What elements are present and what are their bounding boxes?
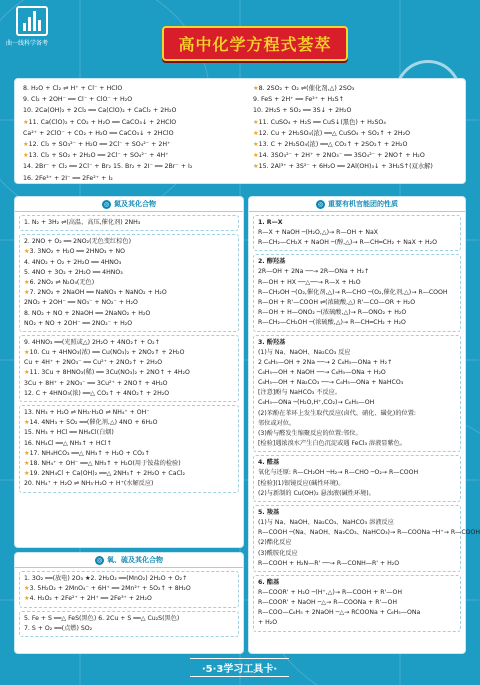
equation-line bbox=[24, 624, 234, 634]
equation-text: 12. Cu + 2H₂SO₄(浓) ══△ CuSO₄ + SO₂↑ + 2H₂O bbox=[258, 129, 411, 137]
section-marker-icon: ◎ bbox=[103, 200, 110, 208]
equation-text: [注意]酚与 NaHCO₃ 不反应。 bbox=[258, 389, 342, 397]
equation-line bbox=[258, 549, 456, 559]
equation-line bbox=[258, 409, 456, 419]
functional-group-section bbox=[253, 455, 461, 502]
section-marker-icon: ◎ bbox=[96, 556, 103, 564]
equation-line bbox=[24, 278, 234, 288]
star-icon: ★ bbox=[24, 470, 30, 478]
top-right-column bbox=[253, 83, 463, 173]
star-icon: ★ bbox=[24, 289, 30, 297]
equation-line bbox=[24, 479, 234, 489]
equation-text: Ca²⁺ + 2ClO⁻ + CO₂ + H₂O ══ CaCO₃↓ + 2HClO bbox=[23, 129, 174, 137]
equation-line bbox=[258, 278, 456, 288]
equation-group bbox=[19, 571, 239, 608]
equation-text: 3Cu + 8H⁺ + 2NO₃⁻ ══ 3Cu²⁺ + 2NO↑ + 4H₂O bbox=[24, 379, 168, 387]
equation-text: 9. 4HNO₃ ══(光照或△) 2H₂O + 4NO₂↑ + O₂↑ bbox=[24, 338, 160, 346]
equation-line bbox=[24, 594, 234, 604]
equation-line bbox=[258, 358, 456, 368]
equation-line bbox=[23, 139, 248, 150]
panel-header bbox=[249, 197, 465, 212]
section-marker-icon: ◎ bbox=[317, 200, 324, 208]
functional-group-section bbox=[253, 505, 480, 572]
equation-line bbox=[258, 267, 456, 277]
equation-line bbox=[24, 268, 234, 278]
equation-text: 19. 2NH₄Cl + Ca(OH)₂ ══△ 2NH₃↑ + 2H₂O + CaCl₂ bbox=[29, 470, 186, 478]
functional-group-section bbox=[253, 335, 461, 453]
equation-text: R—CH₂—CH₂OH ─(浓硫酸,△)→ R—CH═CH₂ + H₂O bbox=[258, 319, 406, 327]
equation-line bbox=[258, 419, 456, 429]
equation-text: (1)与 Na、NaOH、Na₂CO₃ 反应 bbox=[258, 348, 351, 356]
section-title: 4. 醛基 bbox=[258, 459, 280, 467]
panel-title: 氧、硫及其化合物 bbox=[107, 556, 163, 564]
star-icon: ★ bbox=[24, 595, 30, 603]
equation-text: 2. 2NO + O₂ ══ 2NO₂(无色变红棕色) bbox=[24, 238, 132, 246]
equation-line bbox=[258, 348, 456, 358]
panel-title: 重要有机官能团的性质 bbox=[328, 200, 398, 208]
equation-line bbox=[258, 378, 456, 388]
oxygen-body bbox=[15, 571, 243, 637]
equation-line bbox=[253, 117, 463, 128]
equation-line bbox=[24, 428, 234, 438]
equation-line bbox=[258, 308, 456, 318]
equation-text: 16. NH₄Cl ══△ NH₃↑ + HCl↑ bbox=[24, 439, 112, 447]
equation-text: 13. C + 2H₂SO₄(浓) ══△ CO₂↑ + 2SO₂↑ + 2H₂O bbox=[258, 140, 408, 148]
equation-line bbox=[258, 228, 456, 238]
equation-group bbox=[19, 215, 239, 231]
star-icon: ★ bbox=[24, 248, 30, 256]
star-icon: ★ bbox=[24, 278, 30, 286]
equation-line bbox=[23, 128, 248, 139]
equation-text: (2)与新制的 Cu(OH)₂ 悬浊液(碱性环境)。 bbox=[258, 489, 375, 497]
equation-line bbox=[253, 105, 463, 116]
equation-text: 14. 3SO₃²⁻ + 2H⁺ + 2NO₃⁻ ══ 3SO₄²⁻ + 2NO↑ + H₂O bbox=[258, 152, 425, 160]
equation-line bbox=[253, 94, 463, 105]
equation-text: R—COO—C₆H₅ + 2NaOH ─△→ RCOONa + C₆H₅—ONa bbox=[258, 609, 421, 617]
equation-text: R—X + NaOH ─(H₂O,△)→ R—OH + NaX bbox=[258, 229, 378, 236]
equation-text: 8. NO₂ + NO + 2NaOH ══ 2NaNO₂ + H₂O bbox=[24, 309, 151, 317]
equation-line bbox=[24, 408, 234, 418]
equation-text: R—OH + H—ONO₂ ─(浓硫酸,△)→ R—ONO₂ + H₂O bbox=[258, 309, 407, 317]
brand-logo bbox=[6, 6, 52, 47]
section-title: 3. 酚羟基 bbox=[258, 338, 286, 346]
star-icon: ★ bbox=[24, 349, 30, 357]
equation-line bbox=[24, 469, 234, 479]
equation-line bbox=[24, 574, 234, 584]
equation-line bbox=[23, 117, 248, 128]
star-icon: ★ bbox=[24, 449, 30, 457]
nitrogen-panel bbox=[14, 196, 244, 548]
equation-text: (2)苯酚在苯环上发生取代反应(卤代、硝化、磺化)的位置: bbox=[258, 409, 416, 417]
functional-group-section bbox=[253, 575, 461, 632]
equation-line bbox=[24, 368, 234, 378]
equation-text: 邻位或对位。 bbox=[258, 419, 296, 427]
functional-group-section bbox=[253, 215, 461, 251]
equation-line bbox=[24, 319, 234, 329]
star-icon: ★ bbox=[253, 152, 259, 160]
equation-text: 8. 2SO₂ + O₂ ⇌(催化剂,△) 2SO₃ bbox=[258, 85, 355, 92]
equation-text: 17. NH₄HCO₃ ══△ NH₃↑ + H₂O + CO₂↑ bbox=[29, 449, 150, 457]
equation-group bbox=[19, 335, 239, 402]
equation-text: 2 C₆H₅—OH + 2Na ──→ 2 C₆H₅—ONa + H₂↑ bbox=[258, 358, 393, 366]
top-left-column bbox=[23, 83, 248, 184]
equation-line bbox=[258, 489, 456, 499]
equation-text: 16. 2Fe³⁺ + 2I⁻ ══ 2Fe²⁺ + I₂ bbox=[23, 174, 113, 182]
equation-text: R—OH + R'—COOH ⇌(浓硫酸,△) R'—CO—OR + H₂O bbox=[258, 298, 416, 306]
equation-text: 2R—OH + 2Na ──→ 2R—ONa + H₂↑ bbox=[258, 268, 370, 276]
equation-line bbox=[23, 161, 248, 172]
equation-line bbox=[24, 379, 234, 389]
equation-line bbox=[24, 258, 234, 268]
equation-text: NO₂ + NO + 2OH⁻ ══ 2NO₂⁻ + H₂O bbox=[24, 319, 133, 327]
equation-line bbox=[253, 83, 463, 94]
panel-title: 氮及其化合物 bbox=[114, 200, 156, 208]
equation-text: 14. 4NH₃ + 5O₂ ══(催化剂,△) 4NO + 6H₂O bbox=[29, 419, 158, 427]
equation-line bbox=[258, 588, 456, 598]
equation-line bbox=[24, 348, 234, 358]
equation-text: 10. 2H₂S + SO₂ ══ 3S↓ + 2H₂O bbox=[253, 107, 352, 115]
equation-text: C₆H₅—OH + Na₂CO₃ ──→ C₆H₅—ONa + NaHCO₃ bbox=[258, 379, 404, 387]
equation-text: + H₂O bbox=[258, 619, 278, 627]
equation-text: (3)酚与醛发生缩聚反应的位置:邻位。 bbox=[258, 430, 362, 437]
organic-body bbox=[249, 215, 480, 632]
logo-bars-icon bbox=[16, 6, 48, 36]
equation-text: 15. 2Al³⁺ + 3S²⁻ + 6H₂O ══ 2Al(OH)₃↓ + 3H₂S↑(双水解) bbox=[258, 163, 433, 171]
equation-text: 1. N₂ + 3H₂ ⇌(高温、高压,催化剂) 2NH₃ bbox=[24, 219, 141, 226]
equation-line bbox=[253, 128, 463, 139]
equation-line bbox=[24, 459, 234, 469]
functional-group-section bbox=[253, 254, 461, 331]
footer-label: ·5·3学习工具卡· bbox=[190, 658, 289, 677]
section-title: 2. 醇羟基 bbox=[258, 258, 286, 266]
equation-text: 4. H₂O₂ + 2Fe²⁺ + 2H⁺ ══ 2Fe³⁺ + 2H₂O bbox=[29, 595, 152, 603]
equation-text: R—OH + HX ──△──→ R—X + H₂O bbox=[258, 278, 361, 286]
equation-line bbox=[24, 584, 234, 594]
equation-group bbox=[19, 611, 239, 637]
equation-text: 11. 3Cu + 8HNO₃(稀) ══ 3Cu(NO₃)₂ + 2NO↑ + 4H₂O bbox=[29, 369, 190, 377]
equation-line bbox=[258, 618, 456, 628]
equation-text: 10. 2Ca(OH)₂ + 2Cl₂ ══ Ca(ClO)₂ + CaCl₂ + 2H₂O bbox=[23, 107, 177, 115]
equation-text: Cu + 4H⁺ + 2NO₃⁻ ══ Cu²⁺ + 2NO₂↑ + 2H₂O bbox=[24, 359, 163, 367]
star-icon: ★ bbox=[253, 85, 259, 92]
equation-text: 12. Cl₂ + SO₃²⁻ + H₂O ══ 2Cl⁻ + SO₄²⁻ + 2H⁺ bbox=[28, 140, 171, 148]
equation-text: R—COOH + H₂N—R' ──→ R—CONH—R' + H₂O bbox=[258, 559, 400, 567]
equation-text: 9. FeS + 2H⁺ ══ Fe²⁺ + H₂S↑ bbox=[253, 96, 344, 104]
equation-line bbox=[24, 358, 234, 368]
star-icon: ★ bbox=[24, 419, 30, 427]
equation-line bbox=[258, 398, 456, 408]
equation-line bbox=[24, 237, 234, 247]
equation-text: 7. 2NO₂ + 2NaOH ══ NaNO₃ + NaNO₂ + H₂O bbox=[29, 289, 167, 297]
equation-line bbox=[24, 418, 234, 428]
equation-line bbox=[253, 161, 463, 172]
section-title: 5. 羧基 bbox=[258, 508, 280, 516]
panel-header bbox=[15, 553, 243, 568]
star-icon: ★ bbox=[23, 118, 29, 126]
equation-text: 4. 4NO₂ + O₂ + 2H₂O ══ 4HNO₃ bbox=[24, 258, 122, 266]
equation-text: 20. NH₄⁺ + H₂O ⇌ NH₃·H₂O + H⁺(水解反应) bbox=[24, 480, 154, 488]
equation-text: R—CH₂OH ─(O₂,催化剂,△)→ R—CHO ─(O₂,催化剂,△)→ R—COOH bbox=[258, 288, 448, 296]
equation-line bbox=[24, 449, 234, 459]
equation-text: 12. C + 4HNO₃(浓) ══△ CO₂↑ + 4NO₂↑ + 2H₂O bbox=[24, 389, 170, 397]
star-icon: ★ bbox=[24, 459, 30, 467]
equation-line bbox=[258, 598, 456, 608]
page-title: 高中化学方程式荟萃 bbox=[162, 26, 347, 61]
equation-line bbox=[24, 389, 234, 399]
equation-text: 14. 2Br⁻ + Cl₂ ══ 2Cl⁻ + Br₂ 15. Br₂ + 2I⁻ ══ 2Br⁻ + I₂ bbox=[23, 163, 193, 171]
equation-text: 13. NH₃ + H₂O ⇌ NH₃·H₂O ⇌ NH₄⁺ + OH⁻ bbox=[24, 409, 150, 416]
equation-text: R—CH₂—CH₂X + NaOH ─(醇,△)→ R—CH═CH₂ + NaX + H₂O bbox=[258, 239, 438, 247]
equation-text: R—COOR' + NaOH ─△→ R—COONa + R'—OH bbox=[258, 599, 398, 607]
equation-line bbox=[258, 318, 456, 328]
equation-line bbox=[24, 218, 234, 228]
equation-text: [检验]遇浓溴水产生白色沉淀或遇 FeCl₃ 溶液显紫色。 bbox=[258, 440, 407, 448]
equation-line bbox=[258, 439, 456, 449]
star-icon: ★ bbox=[253, 163, 259, 171]
equation-line bbox=[24, 614, 234, 624]
equation-line bbox=[258, 518, 456, 528]
nitrogen-body bbox=[15, 215, 243, 493]
equation-line bbox=[258, 429, 456, 439]
star-icon: ★ bbox=[23, 152, 29, 160]
equation-line bbox=[258, 559, 456, 569]
equation-text: [检验](1)银镜反应(碱性环境)。 bbox=[258, 479, 345, 487]
equation-text: C₆H₅—ONa ─(H₂O,H⁺,CO₂)→ C₆H₅—OH bbox=[258, 399, 375, 407]
equation-text: R—COOR' + H₂O ─(H⁺,△)→ R—COOH + R'—OH bbox=[258, 588, 403, 596]
logo-text: 曲一线科学备考 bbox=[6, 40, 49, 47]
equation-text: 15. NH₃ + HCl ══ NH₄Cl(白烟) bbox=[24, 429, 114, 437]
equation-line bbox=[23, 94, 248, 105]
equation-text: (3)酰胺化反应 bbox=[258, 549, 298, 557]
equation-text: 2NO₂ + 2OH⁻ ══ NO₃⁻ + NO₂⁻ + H₂O bbox=[24, 299, 138, 307]
equation-line bbox=[258, 468, 456, 478]
equation-text: 7. S + O₂ ══(点燃) SO₂ bbox=[24, 624, 93, 632]
equation-text: (1)与 Na、NaOH、Na₂CO₃、NaHCO₃ 溶液反应 bbox=[258, 518, 394, 526]
equation-text: 3. 5H₂O₂ + 2MnO₄⁻ + 6H⁺ ══ 2Mn²⁺ + 5O₂↑ + 8H₂O bbox=[29, 585, 191, 593]
equation-text: 11. Ca(ClO)₂ + CO₂ + H₂O ══ CaCO₃↓ + 2HClO bbox=[28, 118, 177, 126]
equation-line bbox=[258, 388, 456, 398]
equation-text: 8. H₂O + Cl₂ ⇌ H⁺ + Cl⁻ + HClO bbox=[23, 85, 123, 92]
oxygen-sulfur-panel bbox=[14, 552, 244, 654]
equation-line bbox=[258, 368, 456, 378]
equation-text: 9. Cl₂ + 2OH⁻ ══ Cl⁻ + ClO⁻ + H₂O bbox=[23, 96, 133, 104]
equation-line bbox=[24, 439, 234, 449]
equation-line bbox=[253, 150, 463, 161]
equation-line bbox=[258, 298, 456, 308]
equation-text: 18. NH₄⁺ + OH⁻ ══△ NH₃↑ + H₂O(用于铵盐的检验) bbox=[29, 459, 181, 467]
equation-group bbox=[19, 234, 239, 332]
equation-line bbox=[24, 298, 234, 308]
halogen-sulfur-panel bbox=[14, 78, 466, 184]
equation-text: 6. 2NO₂ ⇌ N₂O₄(无色) bbox=[29, 278, 95, 286]
equation-text: 13. Cl₂ + SO₂ + 2H₂O ══ 2Cl⁻ + SO₄²⁻ + 4H⁺ bbox=[28, 152, 169, 160]
star-icon: ★ bbox=[253, 129, 259, 137]
section-title: 6. 酯基 bbox=[258, 578, 280, 586]
equation-text: C₆H₅—OH + NaOH ──→ C₆H₅—ONa + H₂O bbox=[258, 368, 386, 376]
equation-text: (2)酯化反应 bbox=[258, 539, 292, 547]
equation-line bbox=[24, 338, 234, 348]
star-icon: ★ bbox=[24, 585, 30, 593]
equation-group bbox=[19, 405, 239, 493]
panel-header bbox=[15, 197, 243, 212]
footer bbox=[0, 658, 479, 677]
equation-line bbox=[258, 538, 456, 548]
equation-text: 10. Cu + 4HNO₃(浓) ══ Cu(NO₃)₂ + 2NO₂↑ + 2H₂O bbox=[29, 349, 185, 357]
equation-line bbox=[258, 479, 456, 489]
equation-line bbox=[258, 608, 456, 618]
equation-line bbox=[24, 247, 234, 257]
equation-line bbox=[23, 105, 248, 116]
equation-text: R—COOH ─(Na、NaOH、Na₂CO₃、NaHCO₃)→ R—COONa ─H⁺→ R—COOH bbox=[258, 529, 480, 537]
star-icon: ★ bbox=[23, 140, 29, 148]
organic-panel bbox=[248, 196, 480, 654]
equation-line bbox=[23, 150, 248, 161]
equation-text: 5. Fe + S ══△ FeS(黑色) 6. 2Cu + S ══△ Cu₂S(黑色) bbox=[24, 614, 180, 622]
equation-text: 3. 3NO₂ + H₂O ══ 2HNO₃ + NO bbox=[29, 248, 126, 256]
equation-line bbox=[258, 238, 456, 248]
equation-line bbox=[24, 288, 234, 298]
equation-text: 氧化与还原: R—CH₂OH ─H₂→ R—CHO ─O₂→ R—COOH bbox=[258, 469, 419, 477]
star-icon: ★ bbox=[253, 140, 259, 148]
equation-text: 1. 3O₂ ══(放电) 2O₃ ★2. 2H₂O₂ ══(MnO₂) 2H₂O + O₂↑ bbox=[24, 575, 188, 582]
title-banner bbox=[130, 26, 380, 58]
star-icon: ★ bbox=[24, 369, 30, 377]
equation-line bbox=[23, 83, 248, 94]
equation-line bbox=[23, 173, 248, 184]
equation-text: 11. CuSO₄ + H₂S ══ CuS↓(黑色) + H₂SO₄ bbox=[258, 118, 386, 126]
equation-line bbox=[258, 528, 480, 538]
equation-line bbox=[253, 139, 463, 150]
equation-line bbox=[24, 309, 234, 319]
section-title: 1. R—X bbox=[258, 219, 283, 226]
equation-line bbox=[258, 288, 456, 298]
equation-text: 5. 4NO + 3O₂ + 2H₂O ══ 4HNO₃ bbox=[24, 268, 123, 276]
star-icon: ★ bbox=[253, 118, 259, 126]
